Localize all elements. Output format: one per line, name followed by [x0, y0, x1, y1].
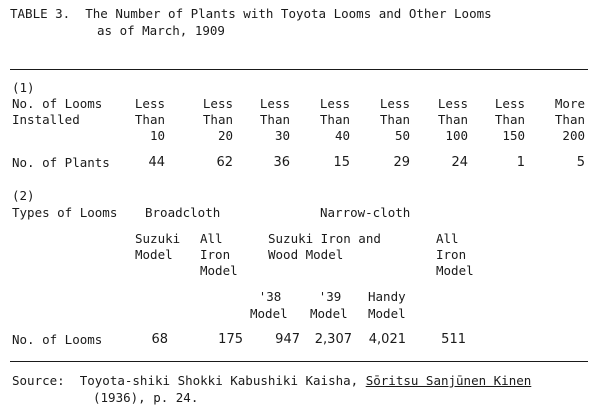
col-2-l3: 20	[217, 128, 233, 143]
col-7-l1: Less	[494, 96, 525, 111]
col-3-l1: Less	[259, 96, 290, 111]
col-5-l1: Less	[379, 96, 410, 111]
looms-label: No. of Looms	[12, 332, 103, 347]
plants-value-7: 1	[516, 155, 525, 170]
model-39-line2: Model	[310, 306, 348, 321]
col-8-l2: Than	[554, 112, 585, 127]
col-2-l2: Than	[202, 112, 233, 127]
suzuki-model-line2: Model	[135, 247, 173, 262]
plants-value-2: 62	[216, 155, 233, 170]
plants-value-8: 5	[576, 155, 585, 170]
col-7-l3: 150	[502, 128, 525, 143]
all-iron-b-line2: Iron	[436, 247, 467, 262]
looms-value-3: 947	[275, 332, 300, 347]
table-title-line1: TABLE 3. The Number of Plants with Toyota Looms and Other Looms	[10, 6, 492, 21]
narrowcloth-heading: Narrow-cloth	[320, 205, 411, 220]
col-6-l1: Less	[437, 96, 468, 111]
col-1-l3: 10	[149, 128, 165, 143]
suzuki-iron-wood-line2: Wood Model	[268, 247, 344, 262]
looms-value-1: 68	[151, 332, 168, 347]
plants-label: No. of Plants	[12, 155, 110, 170]
all-iron-line1: All	[200, 231, 223, 246]
all-iron-b-line1: All	[436, 231, 459, 246]
col-4-l2: Than	[319, 112, 350, 127]
part2-label: (2)	[12, 188, 35, 203]
col-5-l2: Than	[379, 112, 410, 127]
looms-value-2: 175	[218, 332, 243, 347]
col-1-l2: Than	[134, 112, 165, 127]
suzuki-iron-wood-line1: Suzuki Iron and	[268, 231, 381, 246]
types-of-looms-label: Types of Looms	[12, 205, 118, 220]
col-6-l2: Than	[437, 112, 468, 127]
all-iron-b-line3: Model	[436, 263, 474, 278]
source-title: Sōritsu Sanjūnen Kinen	[365, 373, 532, 388]
col-3-l3: 30	[274, 128, 290, 143]
looms-value-5: 4,021	[368, 332, 406, 347]
col-7-l2: Than	[494, 112, 525, 127]
model-38-line2: Model	[250, 306, 288, 321]
part1-label: (1)	[12, 80, 35, 95]
source-line2: (1936), p. 24.	[93, 390, 199, 405]
col-2-l1: Less	[202, 96, 233, 111]
all-iron-line3: Model	[200, 263, 238, 278]
table-title-line2: as of March, 1909	[97, 23, 225, 38]
plants-value-1: 44	[148, 155, 165, 170]
model-38-line1: '38	[258, 289, 282, 304]
source-prefix: Source: Toyota-shiki Shokki Kabushiki Kaisha,	[12, 373, 366, 388]
source-line1	[12, 375, 531, 388]
col-6-l3: 100	[445, 128, 468, 143]
looms-installed-label-1: No. of Looms	[12, 96, 103, 111]
top-rule	[10, 69, 588, 70]
handy-model-line2: Model	[368, 306, 406, 321]
looms-value-6: 511	[441, 332, 466, 347]
col-8-l1: More	[554, 96, 585, 111]
all-iron-line2: Iron	[200, 247, 231, 262]
looms-installed-label-2: Installed	[12, 112, 80, 127]
col-8-l3: 200	[562, 128, 585, 143]
handy-model-line1: Handy	[368, 289, 406, 304]
model-39-line1: '39	[318, 289, 342, 304]
plants-value-5: 29	[393, 155, 410, 170]
col-5-l3: 50	[394, 128, 410, 143]
col-3-l2: Than	[259, 112, 290, 127]
plants-value-6: 24	[451, 155, 468, 170]
bottom-rule	[10, 361, 588, 362]
col-4-l1: Less	[319, 96, 350, 111]
broadcloth-heading: Broadcloth	[145, 205, 221, 220]
suzuki-model-line1: Suzuki	[135, 231, 181, 246]
col-1-l1: Less	[134, 96, 165, 111]
looms-value-4: 2,307	[314, 332, 352, 347]
col-4-l3: 40	[334, 128, 350, 143]
plants-value-3: 36	[273, 155, 290, 170]
plants-value-4: 15	[333, 155, 350, 170]
